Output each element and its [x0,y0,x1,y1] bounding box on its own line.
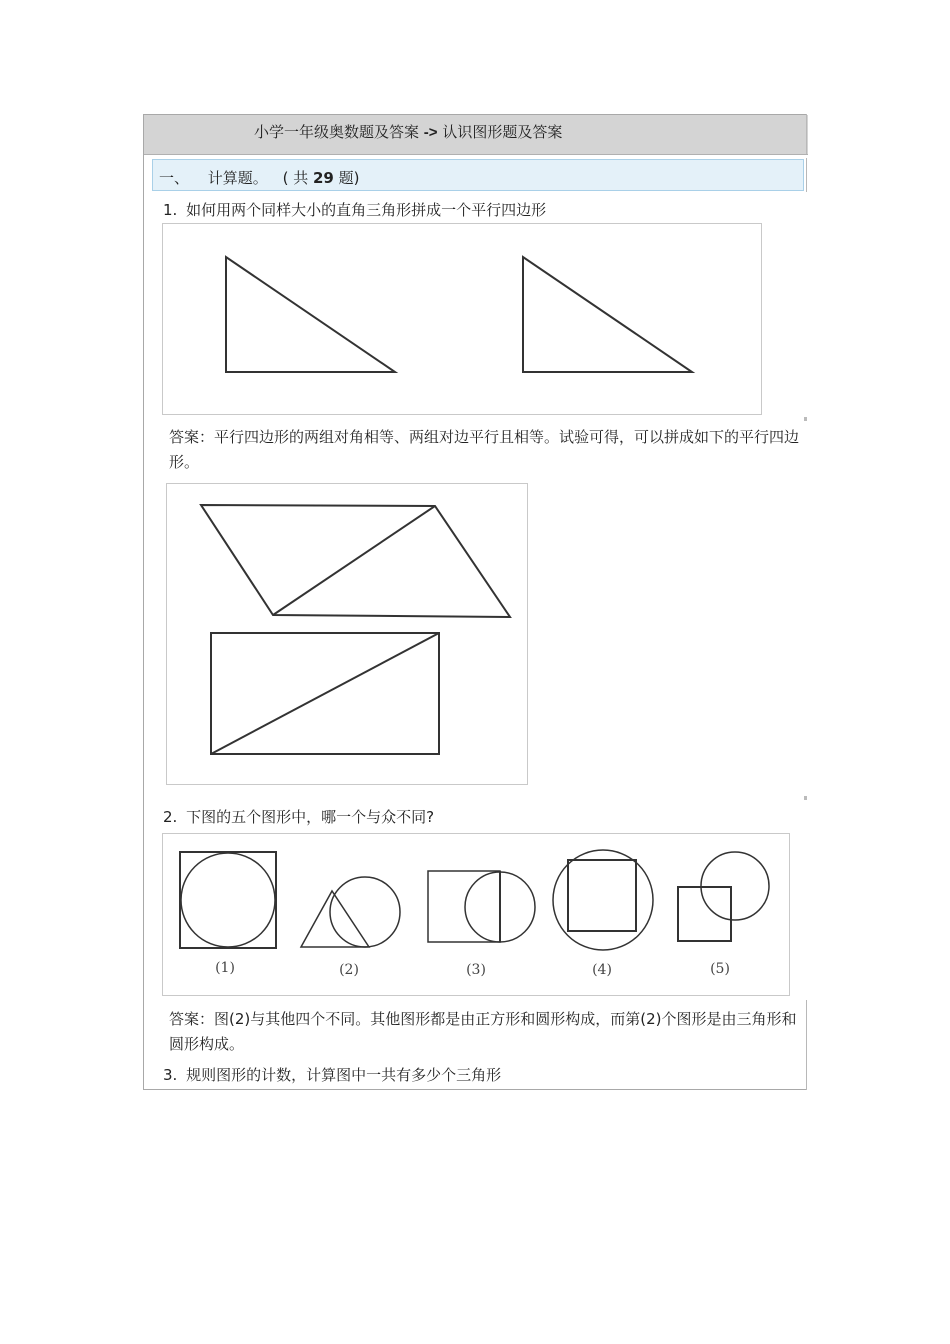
shape-label-4: (4) [592,962,612,978]
two-triangles-drawing [163,224,763,416]
document-title [254,121,562,142]
right-triangle-left [226,257,395,372]
edge-marker [804,417,807,421]
question-number: 3. [163,1066,178,1084]
figure-two-triangles [162,223,762,415]
right-triangle-right [523,257,692,372]
edge-marker [804,796,807,800]
question-2 [163,806,434,827]
section-count-close: 题) [338,169,360,187]
question-1 [163,199,546,220]
title-arrow: -> [423,124,438,141]
parallelogram-shape [201,505,510,617]
title-left: 小学一年级奥数题及答案 [254,123,420,141]
answer-1: 答案：平行四边形的两组对角相等、两组对边平行且相等。试验可得，可以拼成如下的平行四边形。 [169,428,800,471]
shape-2-circle [330,877,400,947]
shape-label-1: (1) [215,960,235,976]
right-border-bottom [806,1000,807,1090]
document-frame [143,114,807,1090]
right-border-section [806,158,807,192]
shape-label-3: (3) [466,962,486,978]
title-right: 认识图形题及答案 [442,123,563,141]
shape-label-2: (2) [339,962,359,978]
rectangle-diagonal [211,633,439,754]
section-count: 29 [313,169,334,187]
parallelogram-diagonal [273,506,435,615]
section-count-open: ( 共 [282,169,309,187]
shape-4-square [568,860,636,931]
right-border-header [806,114,807,154]
section-prefix: 一、 [159,169,190,187]
five-shapes-drawing [163,834,791,997]
section-heading [152,159,804,191]
answer-2: 答案：图(2)与其他四个不同。其他图形都是由正方形和圆形构成，而第(2)个图形是由三角形和圆形构成。 [169,1010,797,1053]
question-text: 下图的五个图形中，哪一个与众不同? [186,808,435,826]
shape-3-square [428,871,500,942]
shape-5-square [678,887,731,941]
parallelogram-drawing [167,484,529,786]
question-number: 1. [163,201,178,219]
document-header [144,115,808,155]
section-name: 计算题。 [207,169,268,187]
question-text: 规则图形的计数，计算图中一共有多少个三角形 [186,1066,502,1084]
shape-1-circle [181,853,275,947]
question-3 [163,1064,501,1085]
figure-five-shapes [162,833,790,996]
shape-2-triangle [301,891,369,947]
question-number: 2. [163,808,178,826]
figure-parallelogram-answer [166,483,528,785]
question-text: 如何用两个同样大小的直角三角形拼成一个平行四边形 [186,201,547,219]
shape-label-5: (5) [710,961,730,977]
